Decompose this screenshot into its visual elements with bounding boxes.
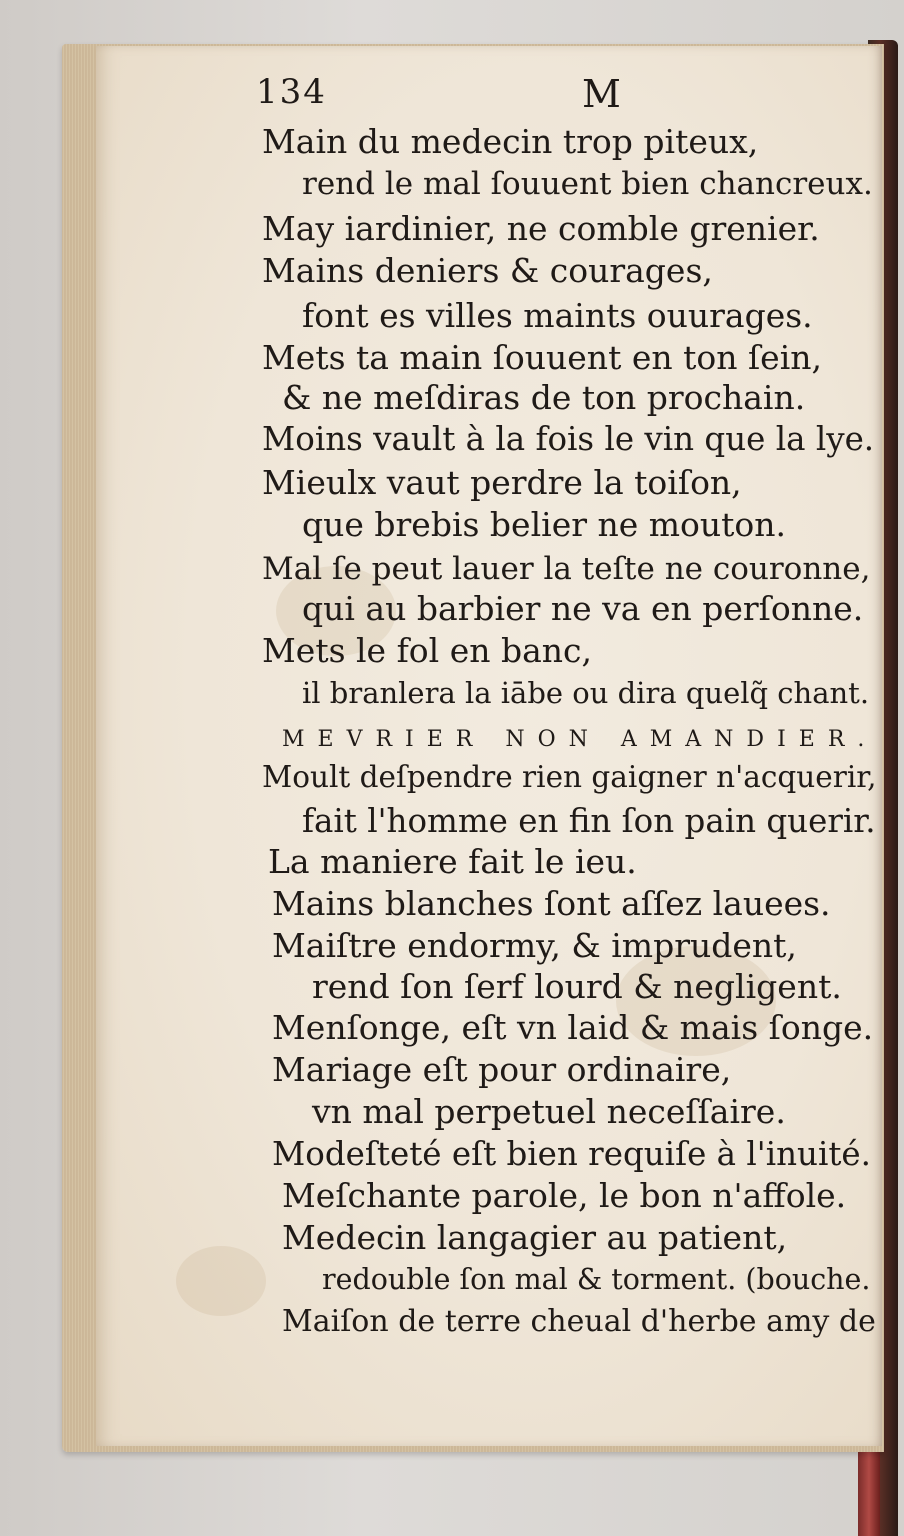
text-line: Medecin langagier au patient,: [282, 1218, 788, 1257]
text-line: Moult deſpendre rien gaigner n'acquerir,: [262, 760, 877, 794]
text-line: Menſonge, eſt vn laid & mais ſonge.: [272, 1008, 874, 1047]
text-line: & ne meſdiras de ton prochain.: [282, 378, 806, 417]
text-line: La maniere fait le ieu.: [268, 842, 637, 881]
text-line: Mains deniers & courages,: [262, 251, 713, 290]
text-line: Meſchante parole, le bon n'affole.: [282, 1176, 847, 1215]
text-line: qui au barbier ne va en perſonne.: [302, 589, 864, 628]
text-line: Modeſteté eſt bien requiſe à l'inuité.: [272, 1135, 871, 1173]
page-text: [96, 46, 882, 1446]
text-line: rend ſon ſerf lourd & negligent.: [312, 967, 842, 1006]
text-line: il branlera la iābe ou dira quelq̃ chant.: [302, 676, 870, 710]
text-line: Mal ſe peut lauer la teſte ne couronne,: [262, 551, 871, 587]
text-line: font es villes maints ouurages.: [302, 296, 813, 335]
text-line: vn mal perpetuel neceſſaire.: [312, 1092, 786, 1131]
text-line: May iardinier, ne comble grenier.: [262, 209, 820, 248]
page-number: 134: [256, 72, 327, 112]
text-line: rend le mal ſouuent bien chancreux.: [302, 166, 873, 202]
text-line: que brebis belier ne mouton.: [302, 505, 787, 544]
text-line: Mieulx vaut perdre la toiſon,: [262, 463, 742, 502]
text-line: Mets ta main ſouuent en ton ſein,: [262, 338, 823, 377]
text-line: Moins vault à la fois le vin que la lye.: [262, 420, 875, 458]
text-line: Mariage eſt pour ordinaire,: [272, 1050, 732, 1089]
text-line: Mains blanches ſont aſſez lauees.: [272, 884, 831, 923]
text-line: Maiſon de terre cheual d'herbe amy de: [282, 1304, 876, 1339]
section-heading: MEVRIER NON AMANDIER.: [282, 727, 878, 752]
text-line: Main du medecin trop piteux,: [262, 122, 759, 161]
book-page: [96, 46, 882, 1446]
text-line: Maiſtre endormy, & imprudent,: [272, 926, 797, 965]
text-line: redouble ſon mal & torment. (bouche.: [322, 1263, 871, 1296]
text-line: Mets le fol en banc,: [262, 631, 592, 670]
running-head: M: [582, 72, 623, 116]
text-line: fait l'homme en fin ſon pain querir.: [302, 802, 876, 840]
